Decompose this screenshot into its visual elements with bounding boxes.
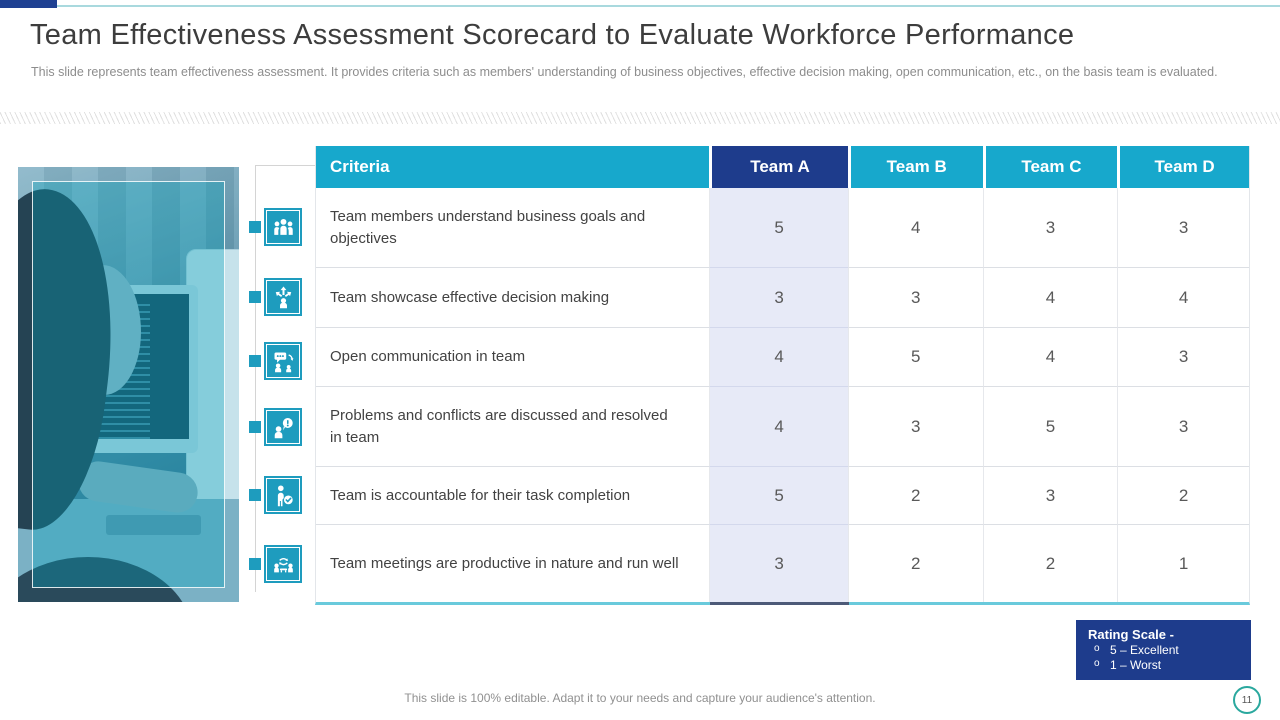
table-header-row bbox=[316, 146, 1249, 188]
top-accent-line bbox=[0, 5, 1280, 7]
rail-marker bbox=[249, 355, 261, 367]
column-header-criteria: Criteria bbox=[316, 146, 709, 188]
page-title: Team Effectiveness Assessment Scorecard to Evaluate Workforce Performance bbox=[30, 19, 1075, 51]
rating-scale-box bbox=[1076, 620, 1251, 680]
rating-scale-item-label: 1 – Worst bbox=[1110, 658, 1162, 672]
score-cell: 5 bbox=[848, 328, 983, 387]
score-cell: 1 bbox=[1117, 525, 1249, 602]
score-cell: 4 bbox=[983, 268, 1118, 328]
score-cell: 3 bbox=[983, 467, 1118, 525]
rating-scale-item bbox=[1088, 658, 1241, 672]
table-row bbox=[316, 188, 1249, 268]
rail-marker bbox=[249, 221, 261, 233]
score-cell: 5 bbox=[709, 188, 848, 268]
table-row bbox=[316, 467, 1249, 525]
criteria-cell: Problems and conflicts are discussed and resolved in team bbox=[316, 387, 709, 467]
rating-scale-title: Rating Scale - bbox=[1088, 627, 1174, 642]
criteria-cell: Team members understand business goals and objectives bbox=[316, 188, 709, 268]
rail-marker bbox=[249, 489, 261, 501]
scorecard-table bbox=[315, 146, 1250, 605]
table-row bbox=[316, 525, 1249, 602]
criteria-cell: Team meetings are productive in nature and run well bbox=[316, 525, 709, 602]
column-header-team-a: Team A bbox=[709, 146, 848, 188]
workforce-photo bbox=[18, 167, 239, 602]
page-number-badge: 11 bbox=[1233, 686, 1261, 714]
column-header-team-d: Team D bbox=[1117, 146, 1249, 188]
score-cell: 4 bbox=[983, 328, 1118, 387]
score-cell: 4 bbox=[709, 328, 848, 387]
score-cell: 4 bbox=[1117, 268, 1249, 328]
score-cell: 3 bbox=[848, 268, 983, 328]
score-cell: 2 bbox=[1117, 467, 1249, 525]
score-cell: 2 bbox=[848, 467, 983, 525]
team-group-icon bbox=[264, 208, 302, 246]
score-cell: 3 bbox=[709, 525, 848, 602]
criteria-cell: Team showcase effective decision making bbox=[316, 268, 709, 328]
score-cell: 2 bbox=[983, 525, 1118, 602]
score-cell: 2 bbox=[848, 525, 983, 602]
rail-marker bbox=[249, 291, 261, 303]
bullet: o bbox=[1094, 658, 1100, 669]
conflict-discussion-icon bbox=[264, 408, 302, 446]
score-cell: 3 bbox=[1117, 188, 1249, 268]
criteria-cell: Open communication in team bbox=[316, 328, 709, 387]
top-accent-block bbox=[0, 0, 57, 8]
score-cell: 4 bbox=[709, 387, 848, 467]
meeting-table-icon bbox=[264, 545, 302, 583]
photo-teal-overlay bbox=[32, 181, 225, 588]
criteria-cell: Team is accountable for their task completion bbox=[316, 467, 709, 525]
score-cell: 3 bbox=[983, 188, 1118, 268]
score-cell: 4 bbox=[848, 188, 983, 268]
decision-arrows-icon bbox=[264, 278, 302, 316]
score-cell: 3 bbox=[709, 268, 848, 328]
table-row bbox=[316, 268, 1249, 328]
rating-scale-item bbox=[1088, 643, 1241, 657]
page-subtitle: This slide represents team effectiveness assessment. It provides criteria such as members' understanding of business objectives, effective decision making, open communication, etc., on the basis team is evaluated. bbox=[31, 65, 1218, 79]
footer-note: This slide is 100% editable. Adapt it to your needs and capture your audience's attention. bbox=[404, 691, 876, 705]
icon-rail-connector bbox=[255, 165, 315, 166]
score-cell: 3 bbox=[1117, 387, 1249, 467]
score-cell: 5 bbox=[709, 467, 848, 525]
rating-scale-item-label: 5 – Excellent bbox=[1110, 643, 1179, 657]
score-cell: 3 bbox=[848, 387, 983, 467]
column-header-team-b: Team B bbox=[848, 146, 983, 188]
score-cell: 3 bbox=[1117, 328, 1249, 387]
bullet: o bbox=[1094, 643, 1100, 654]
hatch-divider bbox=[0, 112, 1280, 124]
team-a-underline bbox=[710, 602, 849, 605]
rail-marker bbox=[249, 558, 261, 570]
accountability-check-icon bbox=[264, 476, 302, 514]
table-row bbox=[316, 328, 1249, 387]
rail-marker bbox=[249, 421, 261, 433]
communication-icon bbox=[264, 342, 302, 380]
score-cell: 5 bbox=[983, 387, 1118, 467]
column-header-team-c: Team C bbox=[983, 146, 1118, 188]
table-row bbox=[316, 387, 1249, 467]
